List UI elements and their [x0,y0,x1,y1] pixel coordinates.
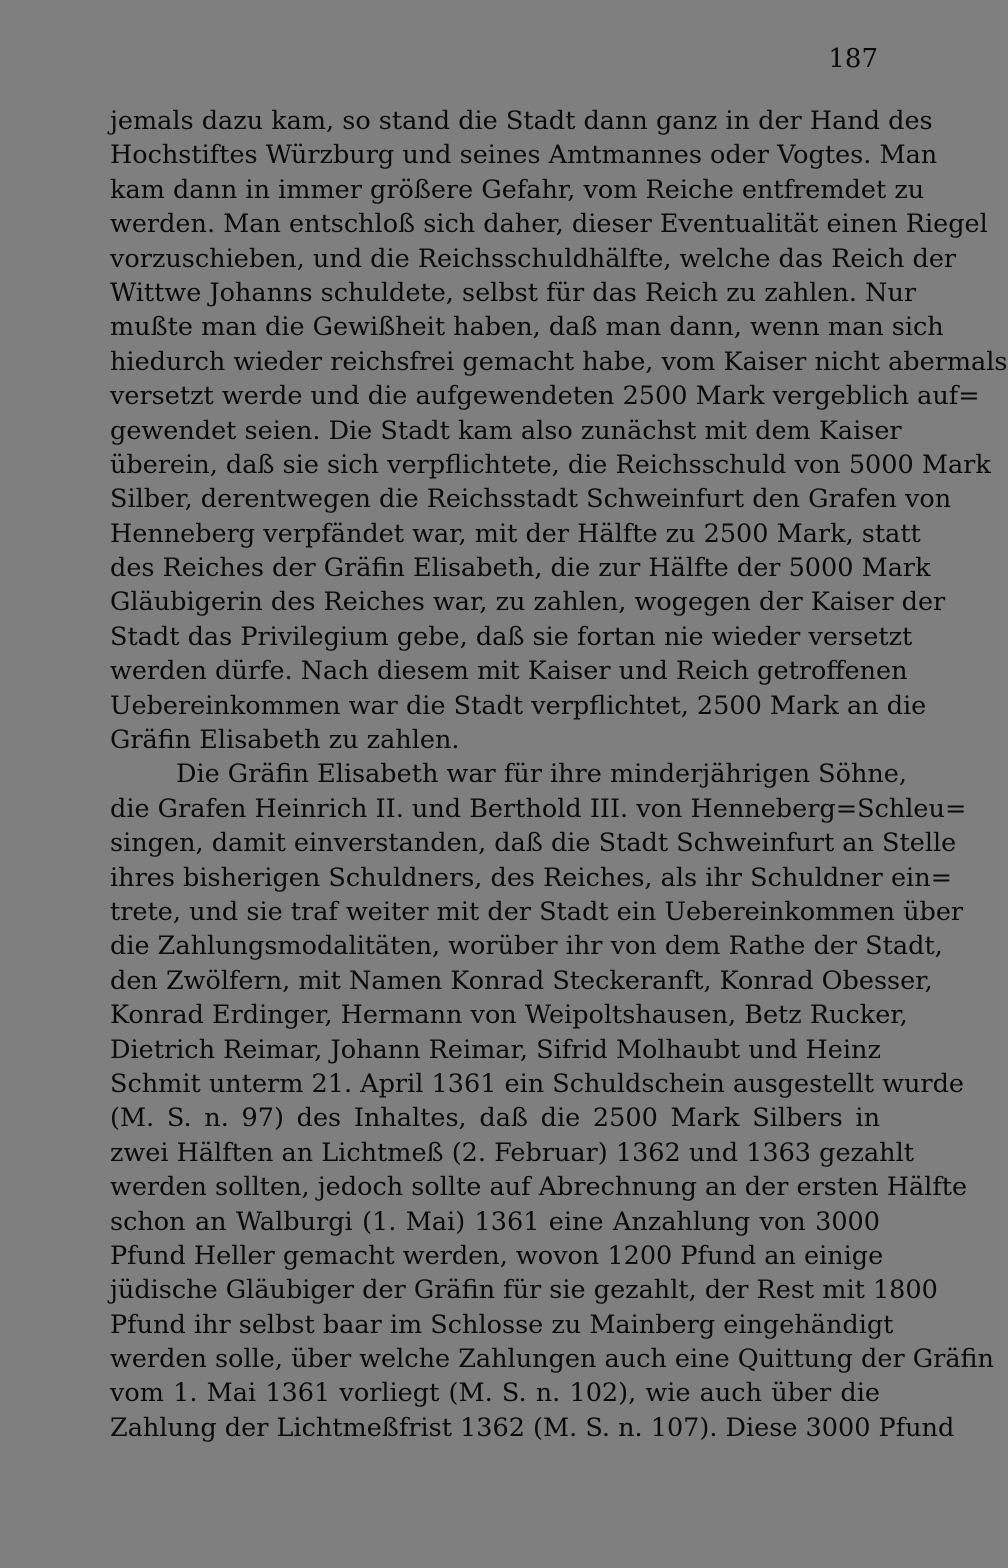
text-line: Gläubigerin des Reiches war, zu zahlen, wogegen der Kaiser der [110,587,946,618]
text-line: die Grafen Heinrich II. und Berthold III. von Henneberg=Schleu= [110,793,967,824]
text-line: trete, und sie traf weiter mit der Stadt ein Uebereinkommen über [110,896,964,927]
text-line: werden solle, über welche Zahlungen auch eine Quittung der Gräfin [110,1344,994,1375]
text-line: jemals dazu kam, so stand die Stadt dann ganz in der Hand des [110,106,933,136]
text-line: schon an Walburgi (1. Mai) 1361 eine Anzahlung von 3000 [110,1206,880,1237]
text-line: versetzt werde und die aufgewendeten 2500 Mark vergeblich auf= [110,381,980,412]
text-line: den Zwölfern, mit Namen Konrad Steckeranft, Konrad Obesser, [110,965,933,996]
text-line: ihres bisherigen Schuldners, des Reiches, als ihr Schuldner ein= [110,862,952,893]
text-line: Henneberg verpfändet war, mit der Hälfte zu 2500 Mark, statt [110,518,921,549]
text-line: gewendet seien. Die Stadt kam also zunächst mit dem Kaiser [110,415,902,446]
text-line: vom 1. Mai 1361 vorliegt (M. S. n. 102), wie auch über die [110,1378,880,1409]
text-line: werden. Man entschloß sich daher, dieser Eventualität einen Riegel [110,209,988,240]
text-line: Stadt das Privilegium gebe, daß sie fortan nie wieder versetzt [110,621,913,652]
text-line: (M. S. n. 97) des Inhaltes, daß die 2500 Mark Silbers in [110,1103,880,1134]
text-line: des Reiches der Gräfin Elisabeth, die zur Hälfte der 5000 Mark [110,553,931,584]
text-line: singen, damit einverstanden, daß die Stadt Schweinfurt an Stelle [110,828,957,859]
text-line: kam dann in immer größere Gefahr, vom Reiche entfremdet zu [110,174,925,205]
text-line: Pfund Heller gemacht werden, wovon 1200 Pfund an einige [110,1240,884,1271]
text-line: Pfund ihr selbst baar im Schlosse zu Mainberg eingehändigt [110,1309,894,1340]
text-line: hiedurch wieder reichsfrei gemacht habe, vom Kaiser nicht abermals [110,346,1008,377]
text-line: werden dürfe. Nach diesem mit Kaiser und Reich getroffenen [110,656,908,687]
text-line: Wittwe Johanns schuldete, selbst für das Reich zu zahlen. Nur [110,277,917,308]
text-line: mußte man die Gewißheit haben, daß man dann, wenn man sich [110,312,944,343]
text-line: jüdische Gläubiger der Gräfin für sie gezahlt, der Rest mit 1800 [110,1275,938,1306]
paragraph-start-line: Die Gräfin Elisabeth war für ihre minderjährigen Söhne, [176,759,907,790]
text-line: Hochstiftes Würzburg und seines Amtmannes oder Vogtes. Man [110,140,938,171]
paragraph-end-line: Gräfin Elisabeth zu zahlen. [110,725,460,756]
body-text [110,104,1008,1445]
text-line: Zahlung der Lichtmeßfrist 1362 (M. S. n. 107). Diese 3000 Pfund [110,1412,955,1443]
text-line: Dietrich Reimar, Johann Reimar, Sifrid Molhaubt und Heinz [110,1034,881,1065]
text-line: Schmit unterm 21. April 1361 ein Schuldschein ausgestellt wurde [110,1068,965,1099]
page-number: 187 [828,44,878,74]
text-line: vorzuschieben, und die Reichsschuldhälfte, welche das Reich der [110,243,957,274]
text-line: werden sollten, jedoch sollte auf Abrechnung an der ersten Hälfte [110,1172,968,1203]
text-line: Silber, derentwegen die Reichsstadt Schweinfurt den Grafen von [110,484,952,515]
text-line: die Zahlungsmodalitäten, worüber ihr von dem Rathe der Stadt, [110,931,943,962]
text-line: überein, daß sie sich verpflichtete, die Reichsschuld von 5000 Mark [110,449,991,480]
text-line: Uebereinkommen war die Stadt verpflichtet, 2500 Mark an die [110,690,927,721]
text-line: zwei Hälften an Lichtmeß (2. Februar) 1362 und 1363 gezahlt [110,1137,915,1168]
text-line: Konrad Erdinger, Hermann von Weipoltshausen, Betz Rucker, [110,1000,908,1031]
